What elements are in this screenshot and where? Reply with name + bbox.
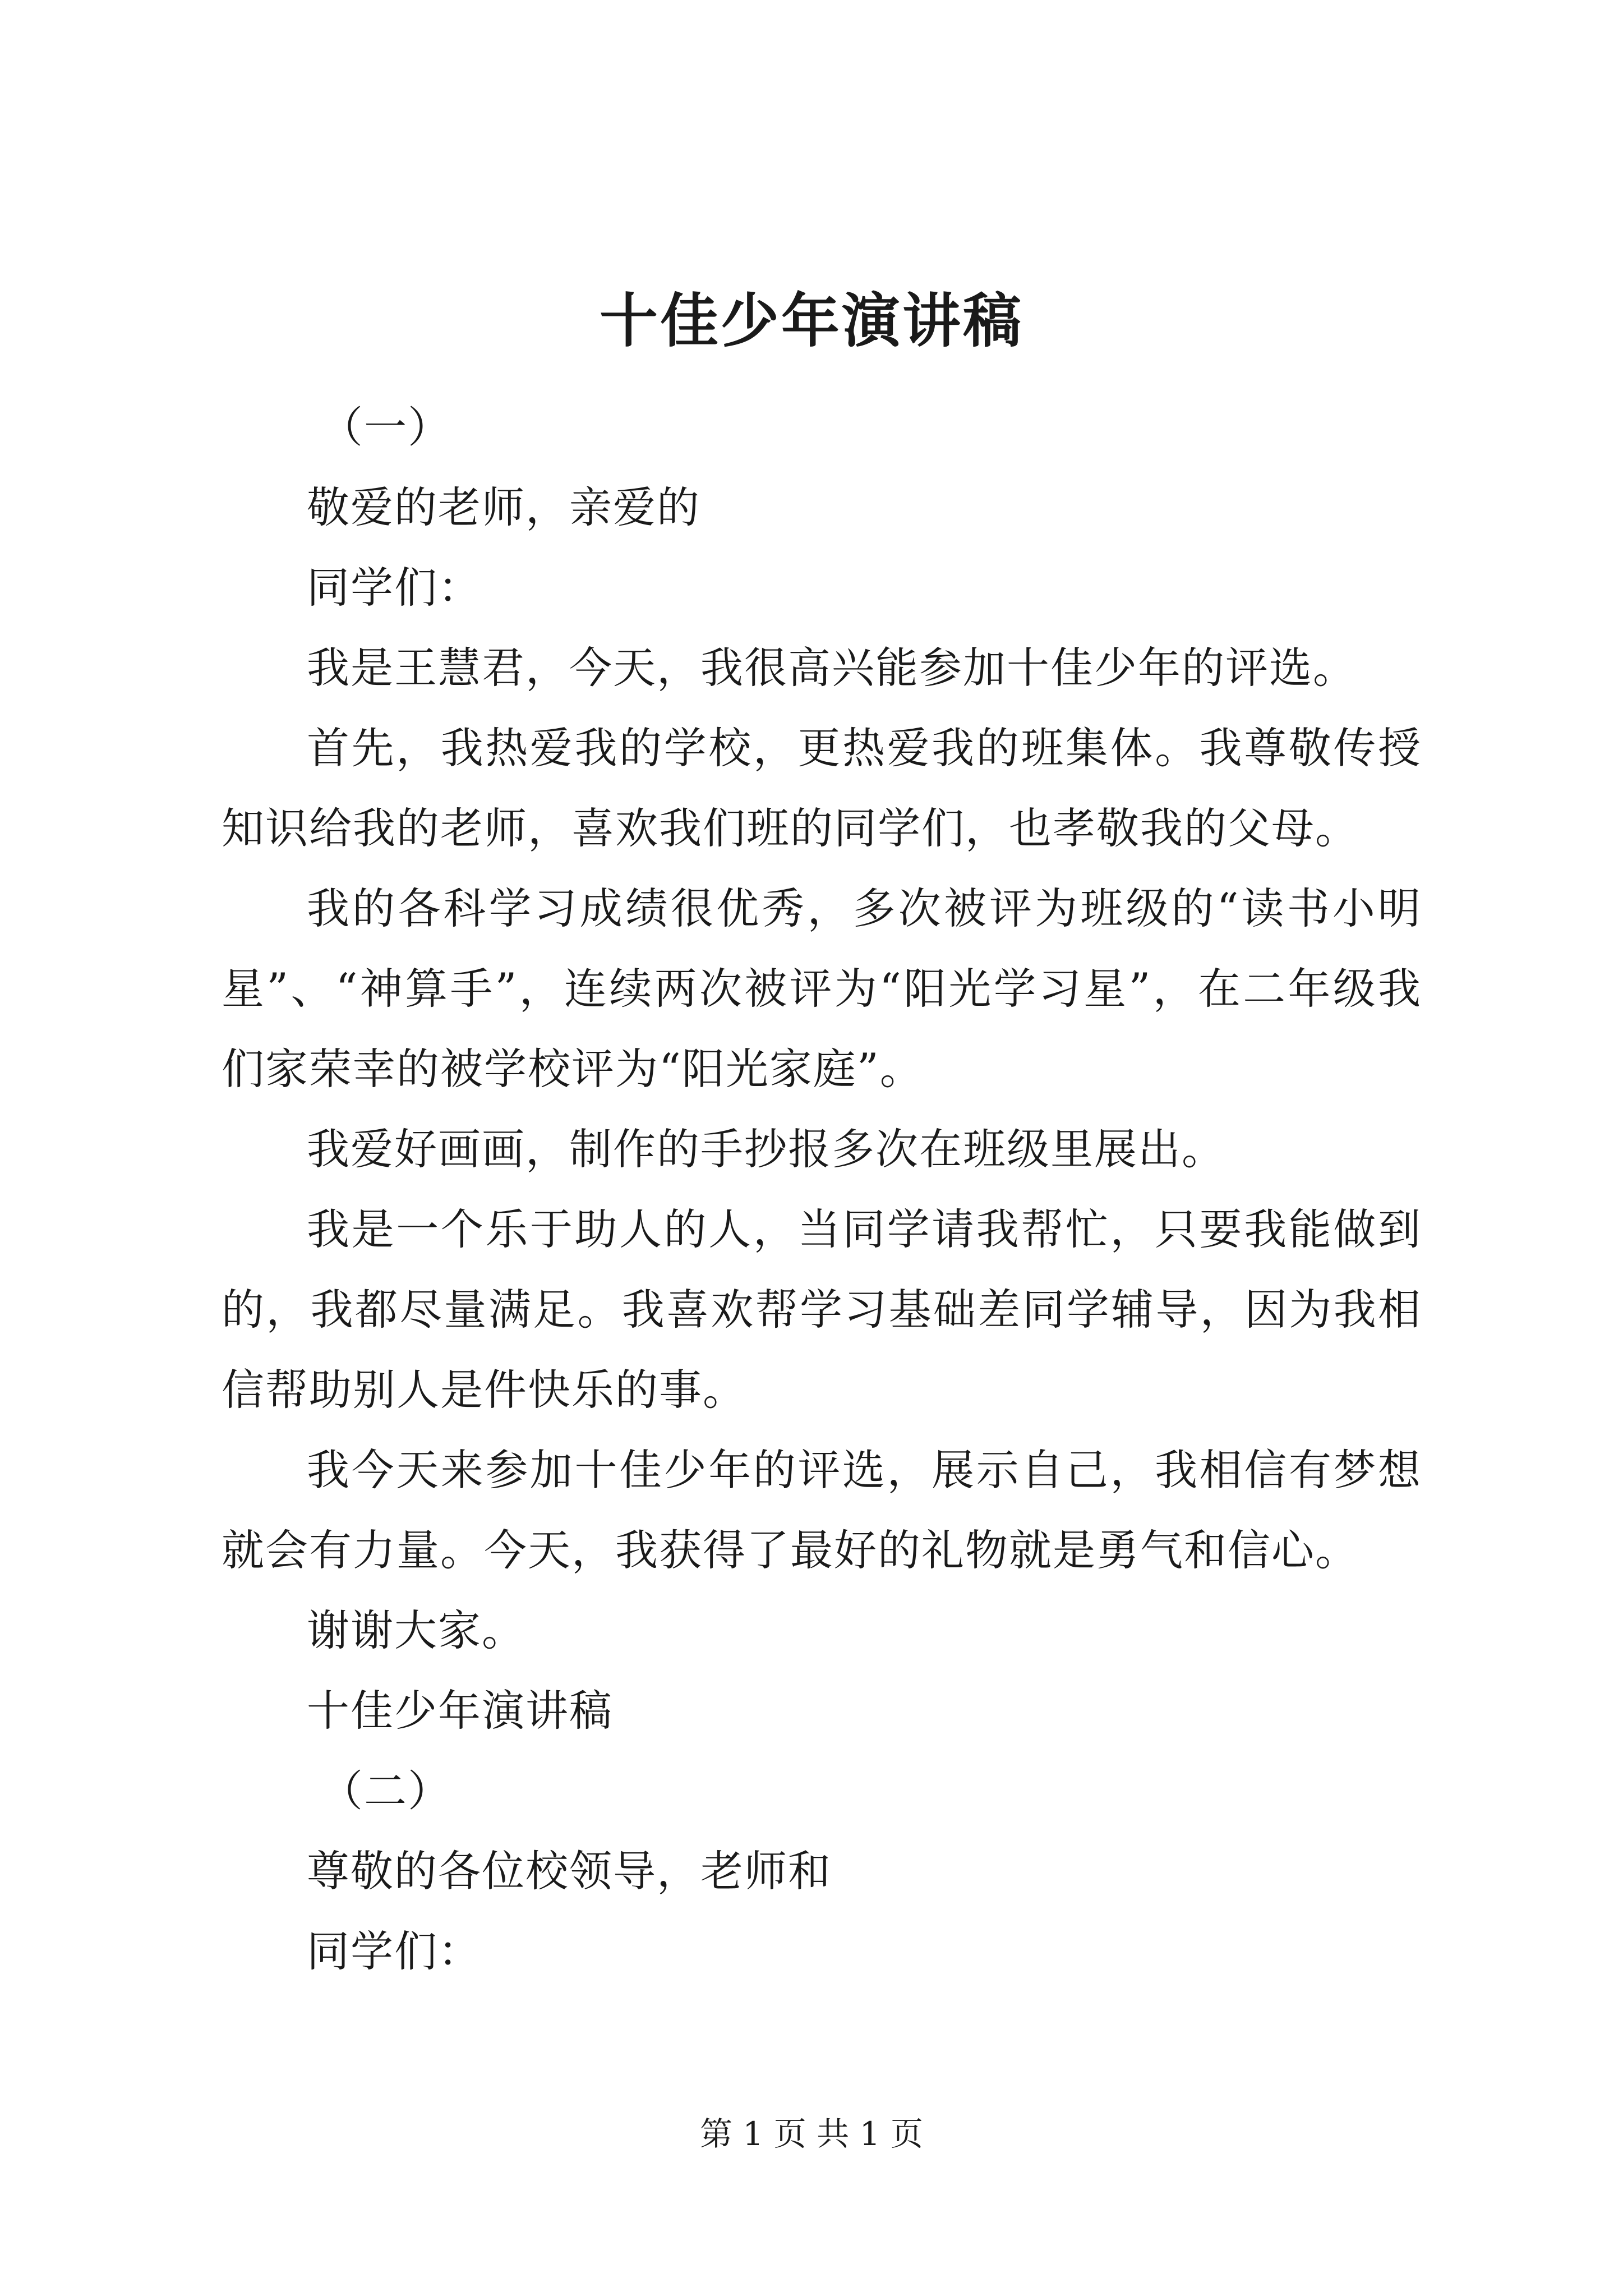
paragraph: 首先，我热爱我的学校，更热爱我的班集体。我尊敬传授知识给我的老师，喜欢我们班的同学们，也孝敬我的父母。 — [222, 723, 1422, 853]
paragraph: 我爱好画画，制作的手抄报多次在班级里展出。 — [307, 1124, 1225, 1174]
document-title: 十佳少年演讲稿 — [599, 286, 1023, 355]
paragraph: 我是王慧君，今天，我很高兴能参加十佳少年的评选。 — [307, 643, 1357, 693]
paragraph: 我的各科学习成绩很优秀，多次被评为班级的“读书小明星”、“神算手”，连续两次被评为“阳光学习星”，在二年级我们家荣幸的被学校评为“阳光家庭”。 — [222, 884, 1422, 1094]
section-number: （一） — [320, 402, 451, 452]
section-number: （二） — [320, 1766, 451, 1816]
salutation-line: 同学们： — [307, 1926, 482, 1976]
paragraph: 我是一个乐于助人的人，当同学请我帮忙，只要我能做到的，我都尽量满足。我喜欢帮学习基础差同学辅导，因为我相信帮助别人是件快乐的事。 — [222, 1204, 1422, 1415]
page-footer: 第 1 页 共 1 页 — [700, 2115, 923, 2153]
salutation-line: 敬爱的老师，亲爱的 — [307, 482, 700, 532]
salutation-line: 尊敬的各位校领导，老师和 — [307, 1846, 832, 1896]
document-body — [222, 387, 1422, 1991]
paragraph: 我今天来参加十佳少年的评选，展示自己，我相信有梦想就会有力量。今天，我获得了最好的礼物就是勇气和信心。 — [222, 1445, 1422, 1575]
salutation-line: 同学们： — [307, 563, 482, 613]
subheading: 十佳少年演讲稿 — [307, 1686, 613, 1736]
closing-line: 谢谢大家。 — [307, 1605, 525, 1655]
